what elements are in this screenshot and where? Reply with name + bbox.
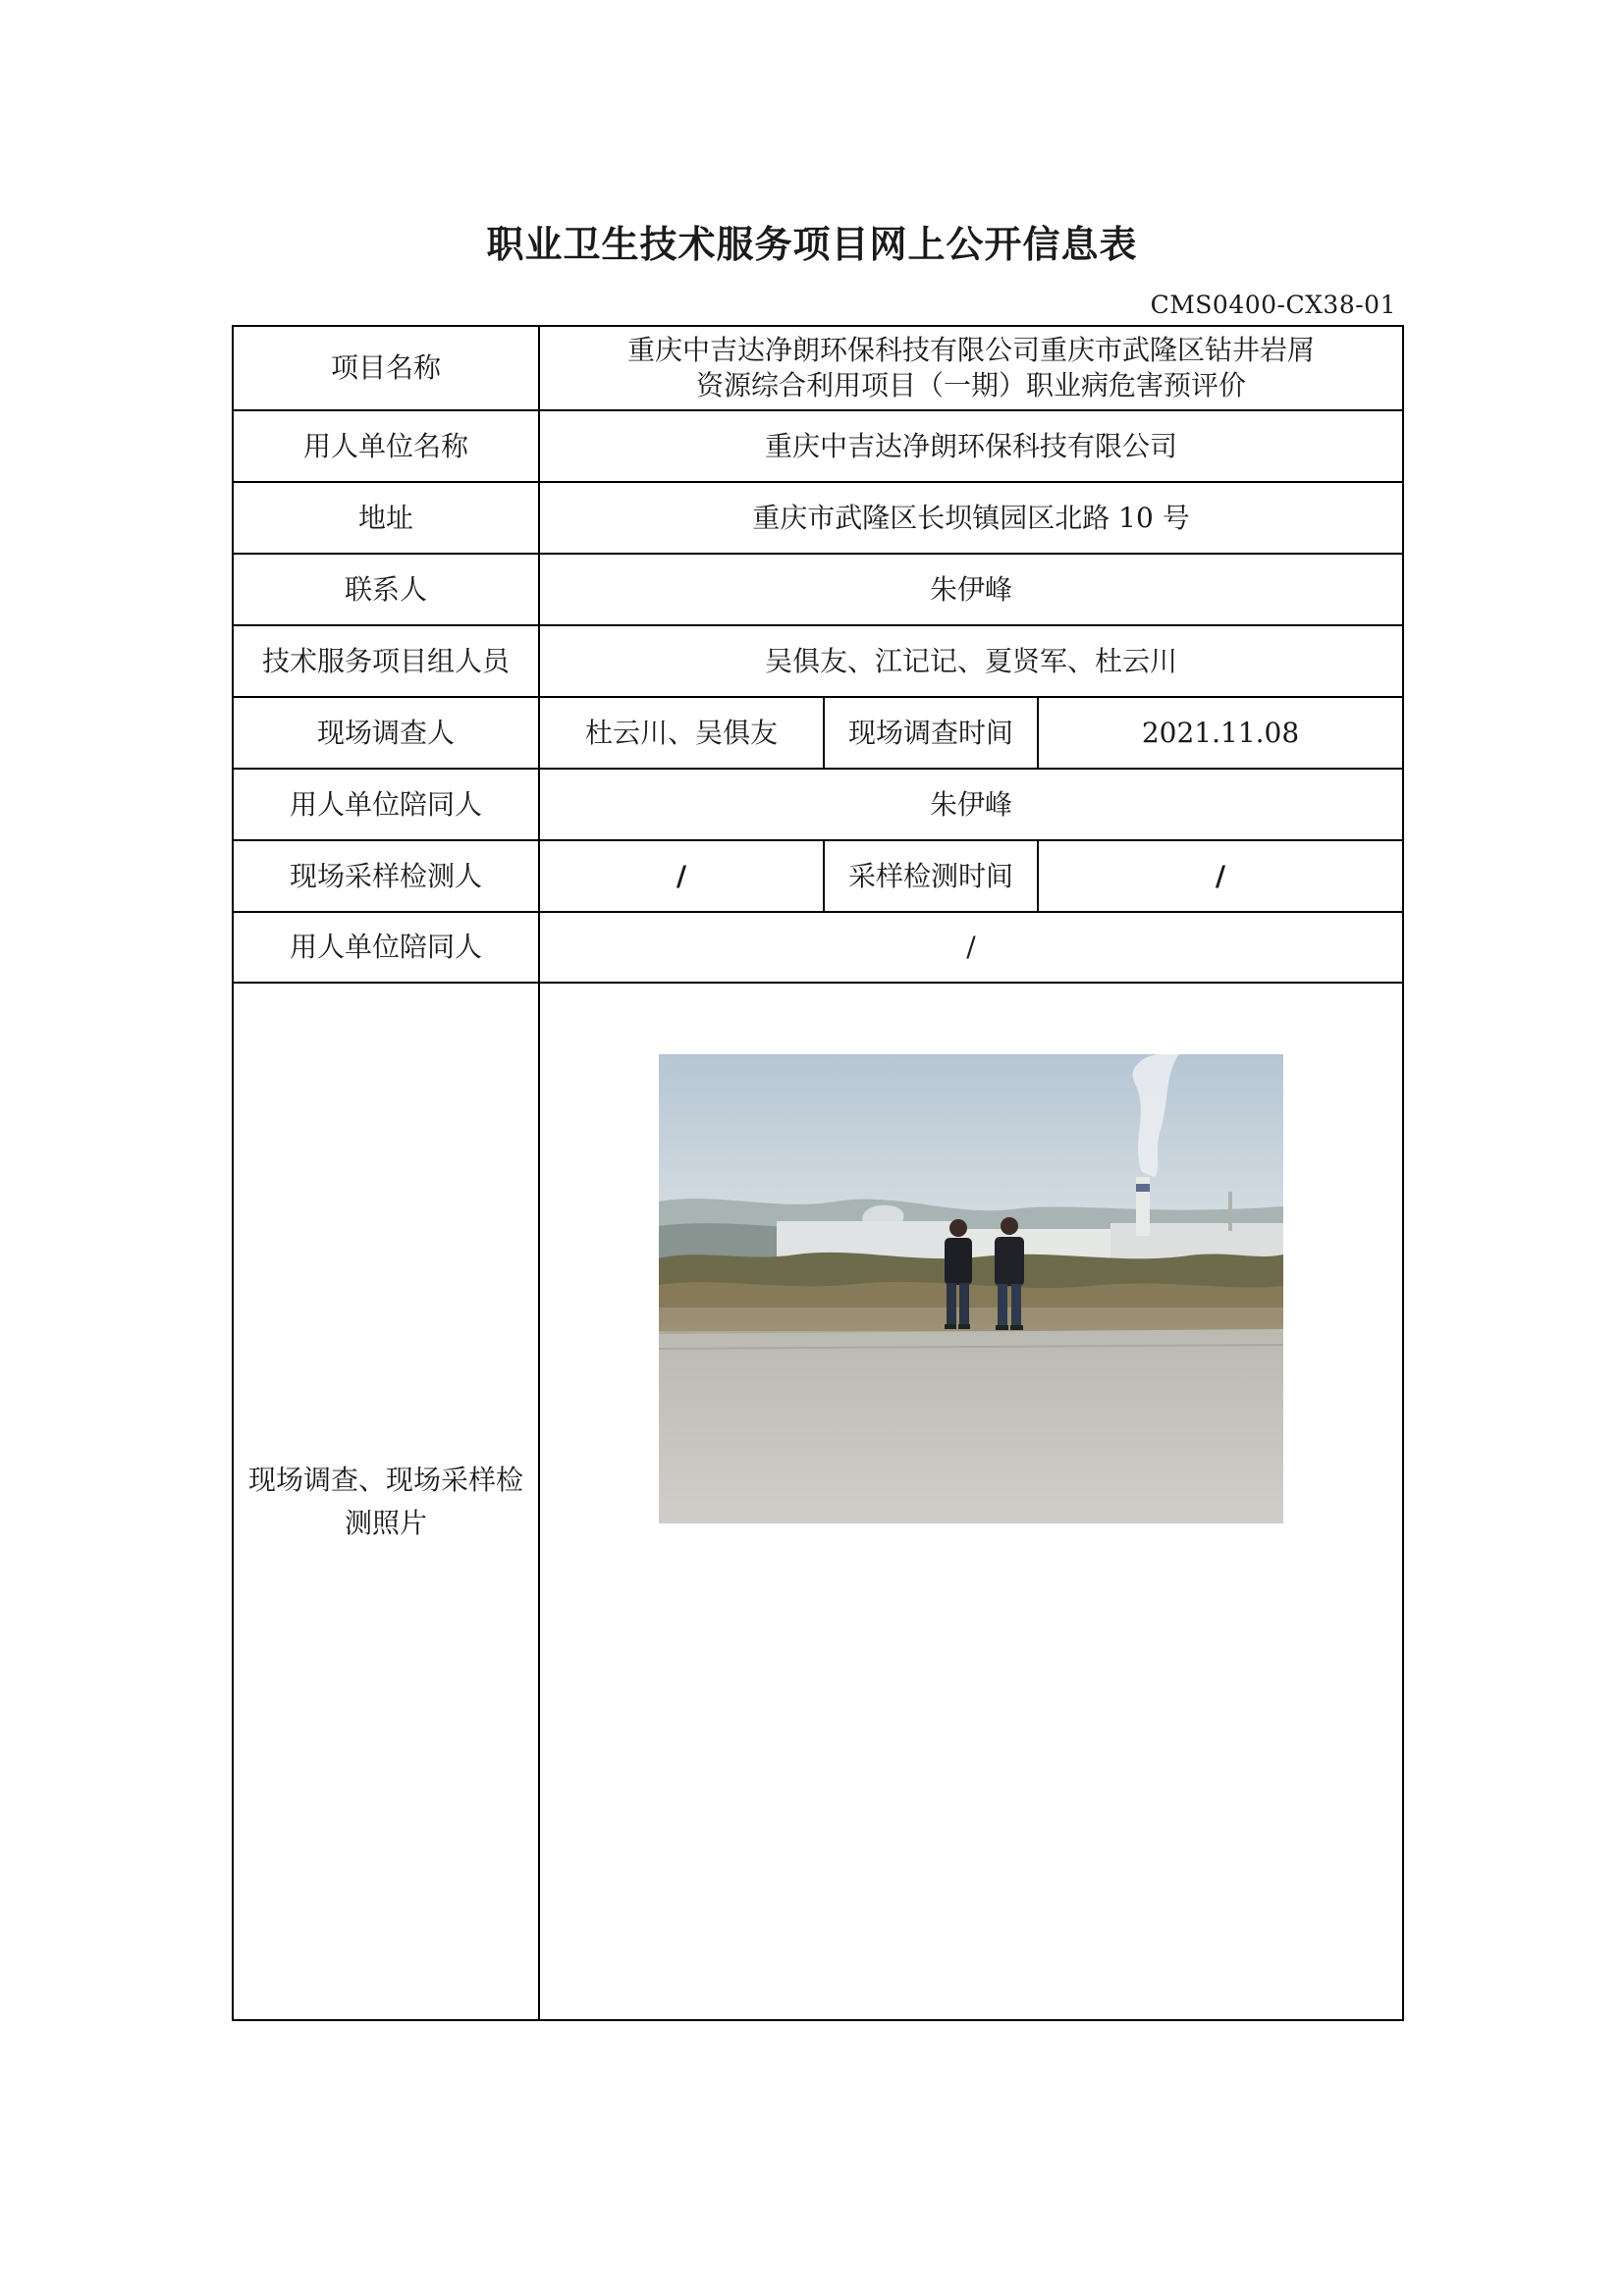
project-name-label: 项目名称 (233, 326, 539, 410)
row-survey (233, 697, 1403, 769)
row-address (233, 482, 1403, 554)
row-team (233, 625, 1403, 697)
photos-cell (539, 983, 1403, 2020)
survey-time-value: 2021.11.08 (1038, 697, 1403, 769)
sampling-time-label: 采样检测时间 (824, 840, 1038, 912)
row-contact (233, 554, 1403, 625)
row-escort1 (233, 769, 1403, 840)
project-name-line2: 资源综合利用项目（一期）职业病危害预评价 (696, 369, 1247, 401)
row-sampling (233, 840, 1403, 912)
document-title: 职业卫生技术服务项目网上公开信息表 (486, 222, 1138, 266)
photos-label-line1: 现场调查、现场采样检 (247, 1464, 523, 1497)
contact-label: 联系人 (233, 554, 539, 625)
escort2-label: 用人单位陪同人 (233, 912, 539, 983)
row-employer (233, 410, 1403, 482)
sampling-label: 现场采样检测人 (233, 840, 539, 912)
info-table (232, 325, 1404, 2021)
survey-time-label: 现场调查时间 (824, 697, 1038, 769)
document-code: CMS0400-CX38-01 (1150, 291, 1396, 319)
project-name-line1: 重庆中吉达净朗环保科技有限公司重庆市武隆区钻井岩屑 (627, 333, 1316, 366)
address-label: 地址 (233, 482, 539, 554)
employer-label: 用人单位名称 (233, 410, 539, 482)
sampling-time-value: / (1038, 840, 1403, 912)
escort1-label: 用人单位陪同人 (233, 769, 539, 840)
photos-label (233, 983, 539, 2020)
address-value: 重庆市武隆区长坝镇园区北路 10 号 (539, 482, 1403, 554)
team-label: 技术服务项目组人员 (233, 625, 539, 697)
project-name-value (539, 326, 1403, 410)
survey-value: 杜云川、吴俱友 (539, 697, 824, 769)
contact-value: 朱伊峰 (539, 554, 1403, 625)
row-project-name (233, 326, 1403, 410)
escort2-value: / (539, 912, 1403, 983)
escort1-value: 朱伊峰 (539, 769, 1403, 840)
team-value: 吴俱友、江记记、夏贤军、杜云川 (539, 625, 1403, 697)
survey-label: 现场调查人 (233, 697, 539, 769)
row-photos (233, 983, 1403, 2020)
employer-value: 重庆中吉达净朗环保科技有限公司 (539, 410, 1403, 482)
row-escort2 (233, 912, 1403, 983)
site-survey-photo (659, 1054, 1283, 1523)
photos-label-line2: 测照片 (344, 1506, 427, 1539)
sampling-value: / (539, 840, 824, 912)
